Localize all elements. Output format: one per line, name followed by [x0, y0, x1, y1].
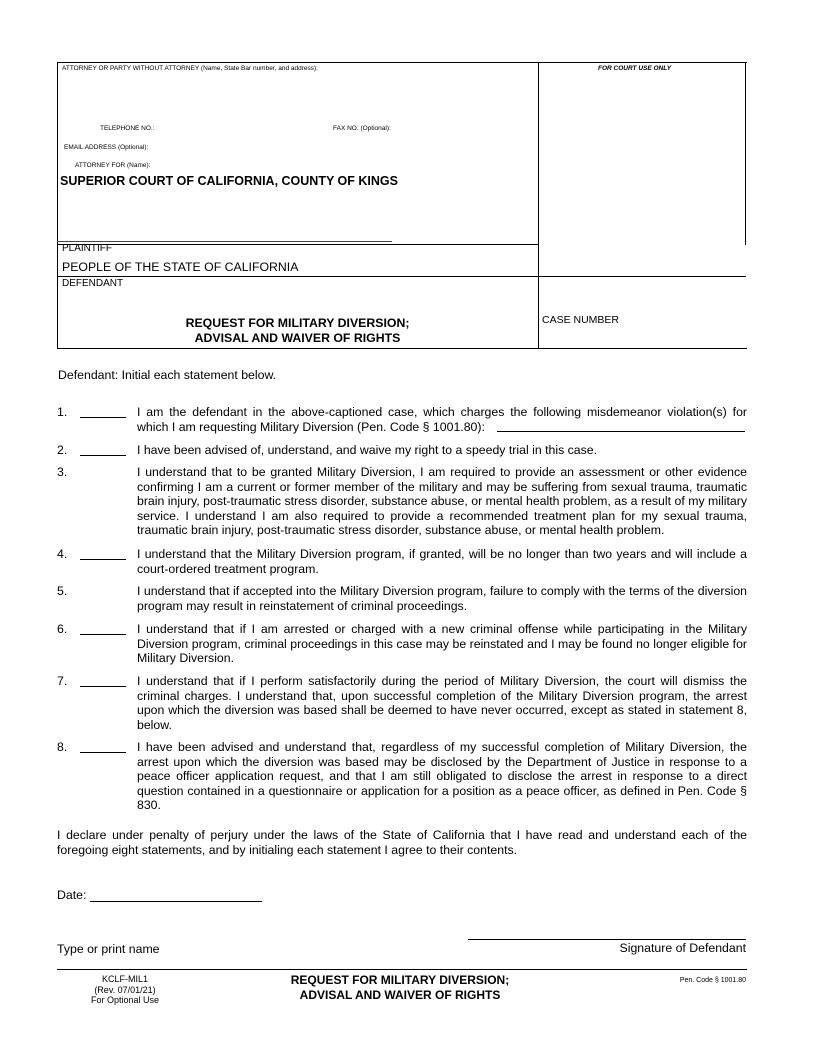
form-title [100, 316, 495, 346]
statement-2-initial-field[interactable] [80, 443, 126, 456]
header-right-border [745, 62, 746, 245]
defendant-label: DEFENDANT [62, 278, 124, 289]
statement-2-number: 2. [57, 443, 68, 457]
statement-3-text: I understand that to be granted Military Diversion, I am required to provide an assessment or other evidence confirming I am a current or former member of the military and may be suffering from sexual trauma, traumatic brain injury, post-traumatic stress disorder, substance abuse, or mental health problem, as a result of my military service. I understand I am also required to provide a recommended treatment plan for my sexual trauma, traumatic brain injury, post-traumatic stress disorder, substance abuse, or mental health problem. [137, 465, 747, 538]
statement-4-text: I understand that the Military Diversion program, if granted, will be no longer than two years and will include a court-ordered treatment program. [137, 547, 747, 576]
court-use-label: FOR COURT USE ONLY [598, 65, 672, 72]
court-address-line [57, 241, 392, 242]
header-divider [538, 62, 539, 349]
court-name: SUPERIOR COURT OF CALIFORNIA, COUNTY OF KINGS [60, 174, 398, 188]
statement-7-text: I understand that if I perform satisfactorily during the period of Military Diversion, the court will dismiss the criminal charges. I understand that, upon successful completion of the Military Diversion program, the arrest upon which the diversion was based shall be deemed to have never occurred, except as stated in statement 8, below. [137, 674, 747, 732]
statement-8-text: I have been advised and understand that, regardless of my successful completion of Military Diversion, the arrest upon which the diversion was based may be disclosed by the Department of Justice in response to a peace officer application request, and that I am still obligated to disclose the arrest in response to a direct question contained in a questionnaire or application for a position as a peace officer, as defined in Pen. Code § 830. [137, 740, 747, 813]
statement-3-number: 3. [57, 465, 68, 479]
statement-8-initial-field[interactable] [80, 740, 126, 753]
plaintiff-value: PEOPLE OF THE STATE OF CALIFORNIA [62, 260, 299, 274]
signature-line [468, 939, 746, 940]
statement-1-number: 1. [57, 405, 68, 419]
telephone-label: TELEPHONE NO.: [100, 125, 155, 132]
footer-form-info [70, 974, 180, 1006]
plaintiff-bottom-border [57, 276, 538, 277]
statement-6-text: I understand that if I am arrested or charged with a new criminal offense while participating in the Military Diversion program, criminal proceedings in this case may be reinstated and I may be found no longer eligible for Military Diversion. [137, 622, 747, 666]
statement-6-initial-field[interactable] [80, 622, 126, 635]
statement-7-initial-field[interactable] [80, 674, 126, 687]
footer-title-line-2: ADVISAL AND WAIVER OF RIGHTS [299, 988, 501, 1002]
court-bottom-border [57, 244, 538, 245]
statement-5-number: 5. [57, 584, 68, 598]
footer-title [250, 973, 550, 1003]
statement-6-number: 6. [57, 622, 68, 636]
fax-label: FAX NO. (Optional): [333, 125, 391, 132]
statement-8-number: 8. [57, 740, 68, 754]
case-top-border [538, 276, 746, 277]
footer-rule [57, 969, 747, 970]
statement-7-number: 7. [57, 674, 68, 688]
form-title-line-2: ADVISAL AND WAIVER OF RIGHTS [194, 331, 401, 345]
footer-code: Pen. Code § 1001.80 [679, 977, 746, 984]
footer-rev: (Rev. 07/01/21) [94, 984, 156, 995]
signature-label: Signature of Defendant [619, 941, 746, 955]
attorney-for-label: ATTORNEY FOR (Name): [75, 162, 151, 169]
declaration-text: I declare under penalty of perjury under the laws of the State of California that I have read and understand each of the foregoing eight statements, and by initialing each statement I agree to their contents. [57, 828, 747, 857]
date-field[interactable] [90, 888, 262, 902]
footer-use: For Optional Use [90, 995, 160, 1005]
email-label: EMAIL ADDRESS (Optional): [64, 144, 149, 151]
statement-2-text: I have been advised of, understand, and waive my right to a speedy trial in this case. [137, 443, 598, 457]
date-label: Date: [57, 888, 87, 902]
statement-1-initial-field[interactable] [80, 405, 126, 418]
header-left-border [57, 62, 58, 349]
case-number-label: CASE NUMBER [542, 314, 620, 326]
statement-1-text: I am the defendant in the above-captioned case, which charges the following misdemeanor violation(s) for which I am requesting Military Diversion (Pen. Code § 1001.80): [137, 405, 747, 434]
form-title-line-1: REQUEST FOR MILITARY DIVERSION; [185, 316, 410, 330]
statement-4-number: 4. [57, 547, 68, 561]
header-top-border [57, 62, 747, 63]
statement-4-initial-field[interactable] [80, 547, 126, 560]
statement-5-text: I understand that if accepted into the Military Diversion program, failure to comply with the terms of the diversion program may result in reinstatement of criminal proceedings. [137, 584, 747, 613]
attorney-label: ATTORNEY OR PARTY WITHOUT ATTORNEY (Name, State Bar number, and address): [62, 65, 318, 72]
violations-field[interactable] [497, 419, 745, 432]
plaintiff-label: PLAINTIFF [62, 243, 113, 254]
print-name-label: Type or print name [57, 942, 160, 956]
footer-title-line-1: REQUEST FOR MILITARY DIVERSION; [290, 973, 510, 987]
intro-text: Defendant: Initial each statement below. [58, 368, 277, 382]
footer-form-id: KCLF-MIL1 [101, 974, 148, 984]
header-bottom-border [57, 348, 747, 349]
